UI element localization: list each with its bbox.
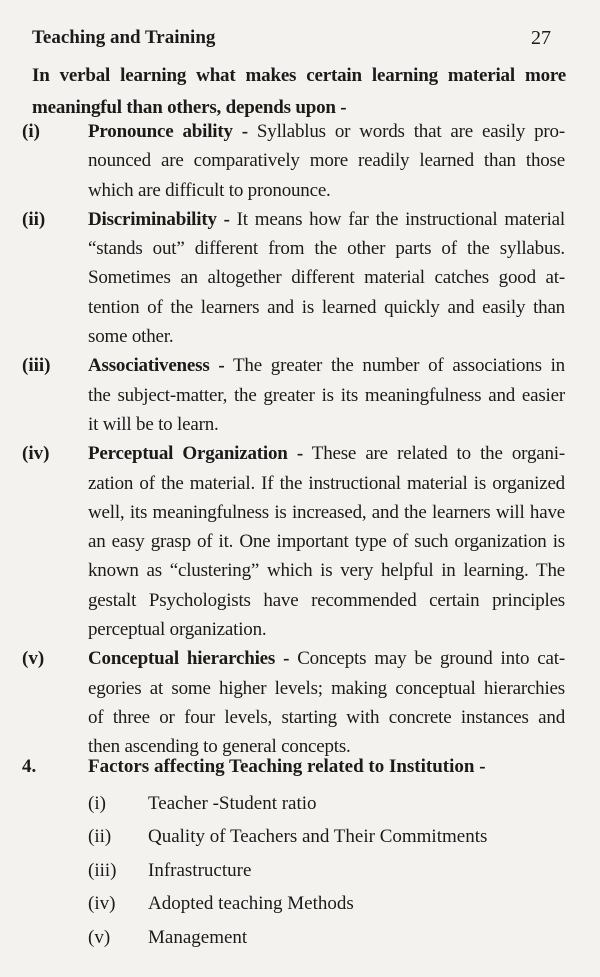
item-line (88, 410, 565, 439)
item-label: (v) (22, 648, 45, 670)
intro-heading (32, 60, 566, 124)
item-text: These are related to the organi- (302, 443, 565, 465)
item-text: “stands out” different from the other parts of the syllabus. (88, 238, 565, 260)
section-number: 4. (22, 756, 37, 777)
item-line (88, 615, 565, 644)
item-text: well, its meaningfulness is increased, and the learners will have (88, 501, 565, 523)
item-text: the subject-matter, the greater is its meaningfulness and easier (88, 384, 565, 406)
running-header: Teaching and Training (32, 27, 216, 48)
item-line (88, 351, 565, 380)
item-line (88, 703, 565, 732)
item-text: tention of the learners and is learned quickly and easily than (88, 296, 565, 318)
item-line (88, 439, 565, 468)
item-text: It means how far the instructional material (229, 208, 565, 230)
item-list (0, 117, 600, 762)
item-line (88, 176, 565, 205)
sub-item-label: (iv) (88, 893, 116, 915)
item-term: Conceptual hierarchies - (88, 648, 290, 670)
item-body (88, 117, 565, 205)
item-line (88, 263, 565, 292)
item-label: (iv) (22, 443, 50, 465)
item-text: Syllablus or words that are easily pro- (247, 121, 565, 142)
item-body (88, 439, 565, 644)
item-line (88, 469, 565, 498)
item-line (88, 322, 565, 351)
intro-line: In verbal learning what makes certain learning material more (32, 65, 566, 86)
item-text: of three or four levels, starting with concrete instances and (88, 706, 565, 728)
item-line (88, 117, 565, 146)
item-text: zation of the material. If the instructional material is organized (88, 472, 565, 494)
sub-item-text: Management (148, 926, 248, 948)
sub-item-text: Teacher -Student ratio (148, 793, 317, 814)
sub-item-label: (i) (88, 793, 106, 814)
item-label: (iii) (22, 355, 51, 377)
sub-item-text: Adopted teaching Methods (148, 893, 354, 915)
item-term: Discriminability - (88, 208, 230, 230)
item-line (88, 527, 565, 556)
list-item (0, 117, 600, 205)
item-line (88, 146, 565, 175)
section-title: Factors affecting Teaching related to Institution - (88, 756, 486, 777)
item-line (88, 381, 565, 410)
item-text: perceptual organization. (88, 619, 267, 641)
intro-line: meaningful than others, depends upon - (32, 97, 347, 118)
item-line (88, 293, 565, 322)
list-item (0, 439, 600, 644)
sub-item-label: (ii) (88, 826, 112, 848)
item-text: which are difficult to pronounce. (88, 179, 331, 201)
item-text: known as “clustering” which is very helpful in learning. The (88, 560, 565, 582)
sub-item-label: (v) (88, 926, 111, 948)
item-text: Concepts may be ground into cat- (289, 648, 565, 670)
item-text: egories at some higher levels; making conceptual hierarchies (88, 677, 565, 699)
item-text: an easy grasp of it. One important type of such organization is (88, 531, 565, 553)
item-text: some other. (88, 326, 174, 348)
sub-item-text: Quality of Teachers and Their Commitments (148, 826, 488, 848)
sub-item-text: Infrastructure (148, 859, 252, 881)
list-item (0, 205, 600, 351)
item-text: nounced are comparatively more readily learned than those (88, 150, 565, 172)
item-line (88, 644, 565, 673)
item-text: gestalt Psychologists have recommended certain principles (88, 589, 565, 611)
item-line (88, 205, 565, 234)
item-body (88, 351, 565, 439)
item-term: Associativeness - (88, 355, 225, 377)
list-item (0, 644, 600, 761)
item-line (88, 234, 565, 263)
item-label: (ii) (22, 208, 46, 230)
item-body (88, 205, 565, 351)
item-line (88, 556, 565, 585)
page-number: 27 (531, 27, 551, 49)
item-text: The greater the number of associations in (224, 355, 565, 377)
item-line (88, 586, 565, 615)
item-text: Sometimes an altogether different material catches good at- (88, 267, 565, 289)
item-term: Pronounce ability - (88, 121, 248, 142)
item-text: then ascending to general concepts. (88, 736, 351, 758)
item-body (88, 644, 565, 761)
item-text: it will be to learn. (88, 413, 219, 435)
list-item (0, 351, 600, 439)
item-term: Perceptual Organization - (88, 443, 303, 465)
item-line (88, 498, 565, 527)
item-line (88, 674, 565, 703)
sub-item-label: (iii) (88, 859, 117, 881)
item-label: (i) (22, 121, 40, 142)
